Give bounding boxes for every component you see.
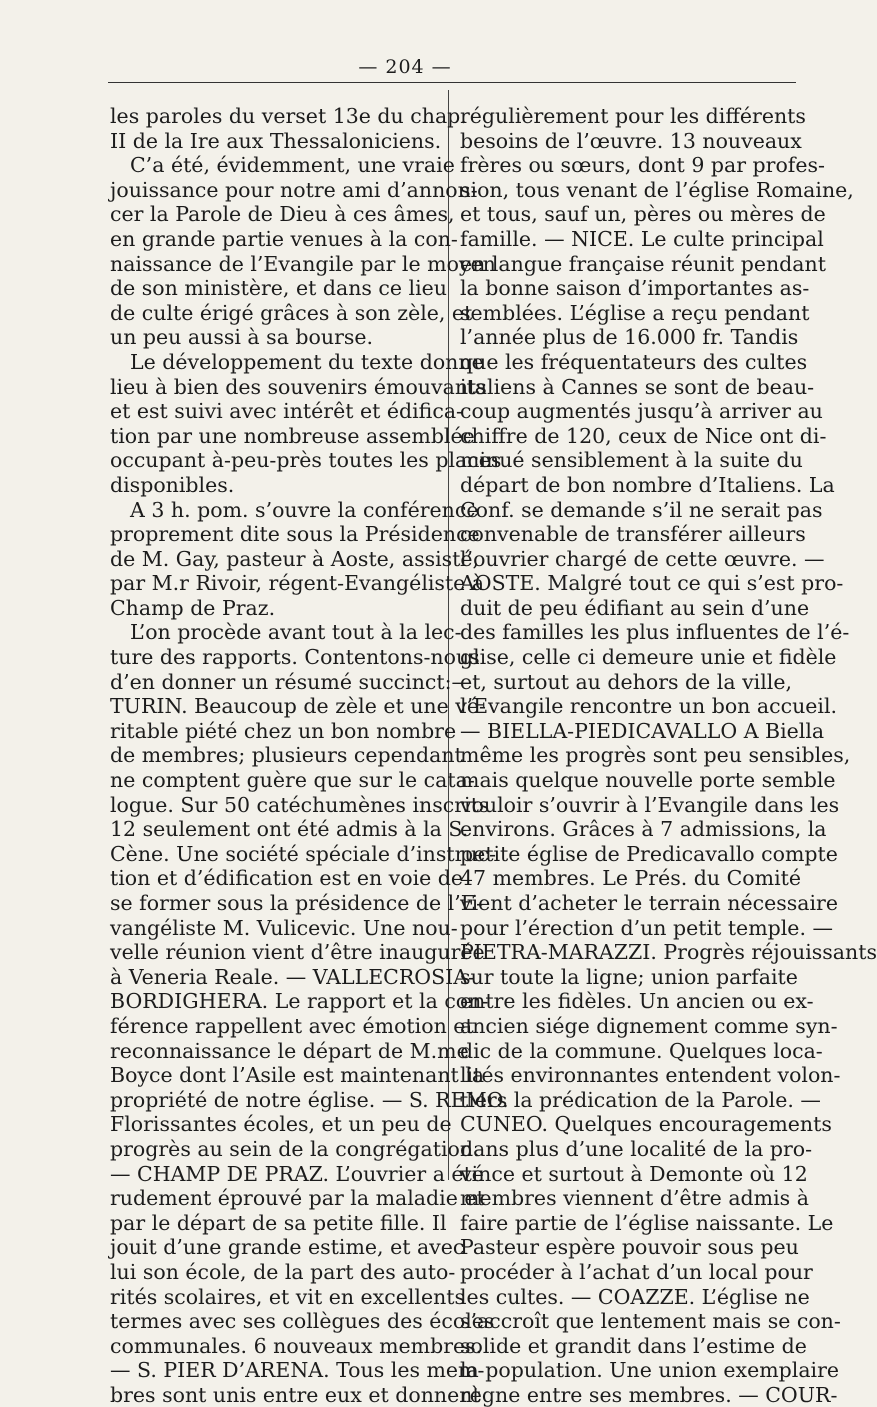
text-line: lui son école, de la part des auto-: [110, 1259, 456, 1284]
text-line: Champ de Praz.: [110, 595, 276, 620]
text-line: environs. Grâces à 7 admissions, la: [460, 817, 827, 842]
text-line: II de la Ire aux Thessaloniciens.: [110, 128, 442, 153]
text-line: de culte érigé grâces à son zèle, et: [110, 300, 473, 325]
text-line: velle réunion vient d’être inaugurée: [110, 940, 485, 965]
text-line: l’année plus de 16.000 fr. Tandis: [460, 325, 799, 350]
text-line: jouit d’une grande estime, et avec: [110, 1235, 465, 1260]
text-line: ancien siége dignement comme syn-: [460, 1013, 838, 1038]
text-line: par M.r Rivoir, régent-Evangéliste à: [110, 571, 485, 596]
text-line: propriété de notre église. — S. REMO.: [110, 1087, 509, 1112]
text-line: en grande partie venues à la con-: [110, 226, 458, 251]
text-line: que les fréquentateurs des cultes: [460, 349, 808, 374]
text-line: tion et d’édification est en voie de: [110, 866, 464, 891]
text-line: TURIN. Beaucoup de zèle et une vé-: [110, 694, 486, 719]
text-line: l’Evangile rencontre un bon accueil.: [460, 694, 838, 719]
text-line: frères ou sœurs, dont 9 par profes-: [460, 153, 825, 178]
header-rule: [108, 82, 796, 83]
text-line: Conf. se demande s’il ne serait pas: [460, 497, 823, 522]
text-line: vient d’acheter le terrain nécessaire: [460, 891, 838, 915]
text-line: s’accroît que lentement mais se con-: [460, 1309, 841, 1334]
text-line: sion, tous venant de l’église Romaine,: [460, 177, 854, 202]
text-line: lieu à bien des souvenirs émouvants: [110, 374, 487, 399]
text-line: duit de peu édifiant au sein d’une: [460, 595, 810, 620]
text-line: à Veneria Reale. — VALLECROSIA-: [110, 964, 475, 989]
text-line: les paroles du verset 13e du chap.: [110, 104, 467, 128]
text-line: par le départ de sa petite fille. Il: [110, 1210, 447, 1235]
text-line: PIETRA-MARAZZI. Progrès réjouissants: [460, 940, 877, 965]
text-line: les cultes. — COAZZE. L’église ne: [460, 1284, 810, 1309]
page-number: — 204 —: [358, 56, 452, 78]
right-column: [460, 104, 877, 1407]
text-line: d’en donner un résumé succinct:—: [110, 669, 473, 694]
text-line: Cène. Une société spéciale d’instruc-: [110, 841, 497, 866]
text-line: de son ministère, et dans ce lieu: [110, 276, 448, 301]
text-line: — S. PIER D’ARENA. Tous les mem-: [110, 1358, 485, 1383]
text-line: des familles les plus influentes de l’é-: [460, 620, 850, 645]
text-line: ne comptent guère que sur le cata-: [110, 768, 475, 793]
text-line: proprement dite sous la Présidence: [110, 522, 480, 547]
text-line: rudement éprouvé par la maladie et: [110, 1186, 485, 1211]
text-line: coup augmentés jusqu’à arriver au: [460, 399, 823, 424]
text-line: l’ouvrier chargé de cette œuvre. —: [460, 546, 825, 571]
text-line: dans plus d’une localité de la pro-: [460, 1136, 813, 1161]
text-line: C’a été, évidemment, une vraie: [130, 153, 455, 178]
text-line: ritable piété chez un bon nombre: [110, 718, 457, 743]
text-line: occupant à-peu-près toutes les places: [110, 448, 502, 473]
text-line: lités environnantes entendent volon-: [460, 1063, 841, 1088]
text-line: communales. 6 nouveaux membres.: [110, 1333, 483, 1358]
text-line: Le développement du texte donne: [130, 349, 484, 374]
text-line: vouloir s’ouvrir à l’Evangile dans les: [460, 792, 840, 817]
text-line: logue. Sur 50 catéchumènes inscrits: [110, 792, 490, 817]
text-line: la bonne saison d’importantes as-: [460, 276, 810, 301]
text-line: 12 seulement ont été admis à la S.: [110, 817, 469, 842]
text-line: Florissantes écoles, et un peu de: [110, 1112, 452, 1137]
text-line: reconnaissance le départ de M.me: [110, 1038, 469, 1063]
text-line: départ de bon nombre d’Italiens. La: [460, 472, 835, 497]
text-line: faire partie de l’église naissante. Le: [460, 1210, 834, 1235]
text-line: en langue française réunit pendant: [460, 251, 826, 276]
text-line: cer la Parole de Dieu à ces âmes,: [110, 202, 455, 227]
text-line: et est suivi avec intérêt et édifica-: [110, 399, 463, 424]
text-line: 47 membres. Le Prés. du Comité: [460, 866, 801, 891]
text-line: sur toute la ligne; union parfaite: [460, 964, 798, 989]
text-line: de membres; plusieurs cependant: [110, 743, 463, 768]
left-column: [110, 104, 509, 1407]
text-line: dic de la commune. Quelques loca-: [460, 1038, 823, 1063]
text-line: italiens à Cannes se sont de beau-: [460, 374, 815, 399]
text-line: rités scolaires, et vit en excellents: [110, 1284, 466, 1309]
text-line: A 3 h. pom. s’ouvre la conférence: [130, 497, 479, 522]
text-line: et, surtout au dehors de la ville,: [460, 669, 793, 694]
text-line: besoins de l’œuvre. 13 nouveaux: [460, 128, 802, 153]
text-line: progrès au sein de la congrégation.: [110, 1136, 480, 1161]
text-line: même les progrès sont peu sensibles,: [460, 743, 851, 768]
text-line: vince et surtout à Demonte où 12: [460, 1161, 808, 1186]
text-line: — CHAMP DE PRAZ. L’ouvrier a été: [110, 1161, 484, 1186]
text-line: férence rappellent avec émotion et: [110, 1013, 474, 1038]
text-line: de M. Gay, pasteur à Aoste, assisté,: [110, 546, 480, 571]
text-line: un peu aussi à sa bourse.: [110, 325, 374, 350]
text-line: tion par une nombreuse assemblée: [110, 423, 475, 448]
text-line: solide et grandit dans l’estime de: [460, 1333, 807, 1358]
text-line: minué sensiblement à la suite du: [460, 448, 803, 473]
text-line: disponibles.: [110, 472, 235, 497]
text-line: AOSTE. Malgré tout ce qui s’est pro-: [460, 571, 844, 596]
text-line: mais quelque nouvelle porte semble: [460, 768, 836, 793]
text-line: ture des rapports. Contentons-nous: [110, 645, 480, 670]
text-line: Boyce dont l’Asile est maintenant la: [110, 1063, 485, 1088]
text-line: termes avec ses collègues des écoles: [110, 1309, 495, 1334]
text-line: L’on procède avant tout à la lec-: [130, 620, 462, 645]
text-line: membres viennent d’être admis à: [460, 1186, 809, 1211]
text-line: CUNEO. Quelques encouragements: [460, 1112, 832, 1137]
text-line: entre les fidèles. Un ancien ou ex-: [460, 989, 814, 1014]
text-line: se former sous la présidence de l’E-: [110, 891, 484, 915]
text-line: bres sont unis entre eux et donnent: [110, 1382, 481, 1407]
text-line: semblées. L’église a reçu pendant: [460, 300, 810, 325]
text-line: et tous, sauf un, pères ou mères de: [460, 202, 826, 227]
text-line: règne entre ses membres. — COUR-: [460, 1382, 838, 1407]
text-line: Pasteur espère pouvoir sous peu: [460, 1235, 799, 1260]
text-line: vangéliste M. Vulicevic. Une nou-: [110, 915, 458, 940]
text-line: petite église de Predicavallo compte: [460, 841, 838, 866]
text-line: tiers la prédication de la Parole. —: [460, 1087, 821, 1112]
text-line: convenable de transférer ailleurs: [460, 522, 806, 547]
text-line: — BIELLA-PIEDICAVALLO A Biella: [460, 718, 825, 743]
text-line: procéder à l’achat d’un local pour: [460, 1259, 813, 1284]
text-line: pour l’érection d’un petit temple. —: [460, 915, 833, 940]
text-line: la population. Une union exemplaire: [460, 1358, 840, 1383]
text-line: chiffre de 120, ceux de Nice ont di-: [460, 423, 827, 448]
text-line: jouissance pour notre ami d’annon-: [110, 177, 478, 202]
text-line: régulièrement pour les différents: [460, 104, 806, 128]
text-line: glise, celle ci demeure unie et fidèle: [460, 645, 837, 670]
text-line: BORDIGHERA. Le rapport et la con-: [110, 989, 489, 1014]
text-line: famille. — NICE. Le culte principal: [460, 226, 824, 251]
text-line: naissance de l’Evangile par le moyen: [110, 251, 496, 276]
